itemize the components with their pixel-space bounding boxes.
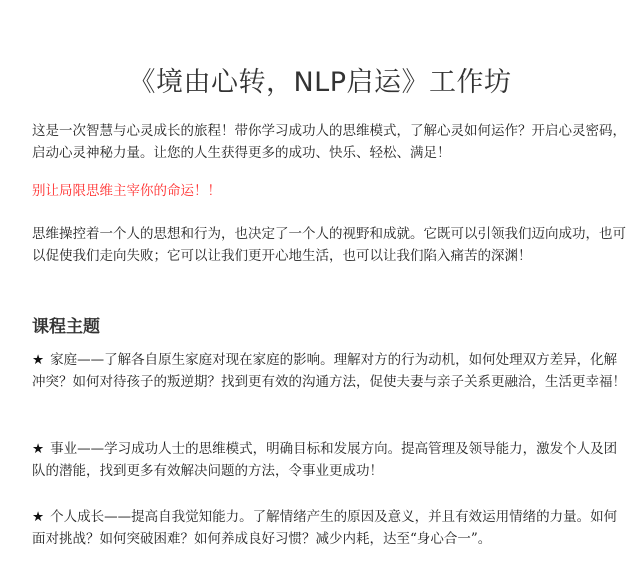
star-icon: ★ [32,441,45,457]
topic-family-text: 家庭——了解各自原生家庭对现在家庭的影响。理解对方的行为动机，如何处理双方差异，化解冲突？如何对待孩子的叛逆期？找到更有效的沟通方法，促使夫妻与亲子关系更融洽，生活更幸福！ [32,352,626,390]
topic-personal-growth [32,506,628,550]
page-title: 《境由心转，NLP启运》工作坊 [128,67,512,99]
thinking-paragraph: 思维操控着一个人的思想和行为，也决定了一个人的视野和成就。它既可以引领我们迈向成功，也可以促使我们走向失败；它可以让我们更开心地生活，也可以让我们陷入痛苦的深渊！ [32,226,626,264]
warning-text: 别让局限思维主宰你的命运！！ [32,183,221,199]
topic-career-text: 事业——学习成功人士的思维模式，明确目标和发展方向。提高管理及领导能力，激发个人及团队的潜能，找到更多有效解决问题的方法，令事业更成功！ [32,441,618,479]
topic-personal-growth-text: 个人成长——提高自我觉知能力。了解情绪产生的原因及意义，并且有效运用情绪的力量。如何面对挑战？如何突破困难？如何养成良好习惯？减少内耗，达至“身心合一”。 [32,509,618,547]
topic-family [32,349,628,393]
intro-paragraph: 这是一次智慧与心灵成长的旅程！带你学习成功人的思维模式，了解心灵如何运作？开启心灵密码，启动心灵神秘力量。让您的人生获得更多的成功、快乐、轻松、满足！ [32,123,626,161]
section-title: 课程主题 [32,317,100,337]
star-icon: ★ [32,352,45,368]
star-icon: ★ [32,509,45,525]
topic-career [32,438,628,482]
